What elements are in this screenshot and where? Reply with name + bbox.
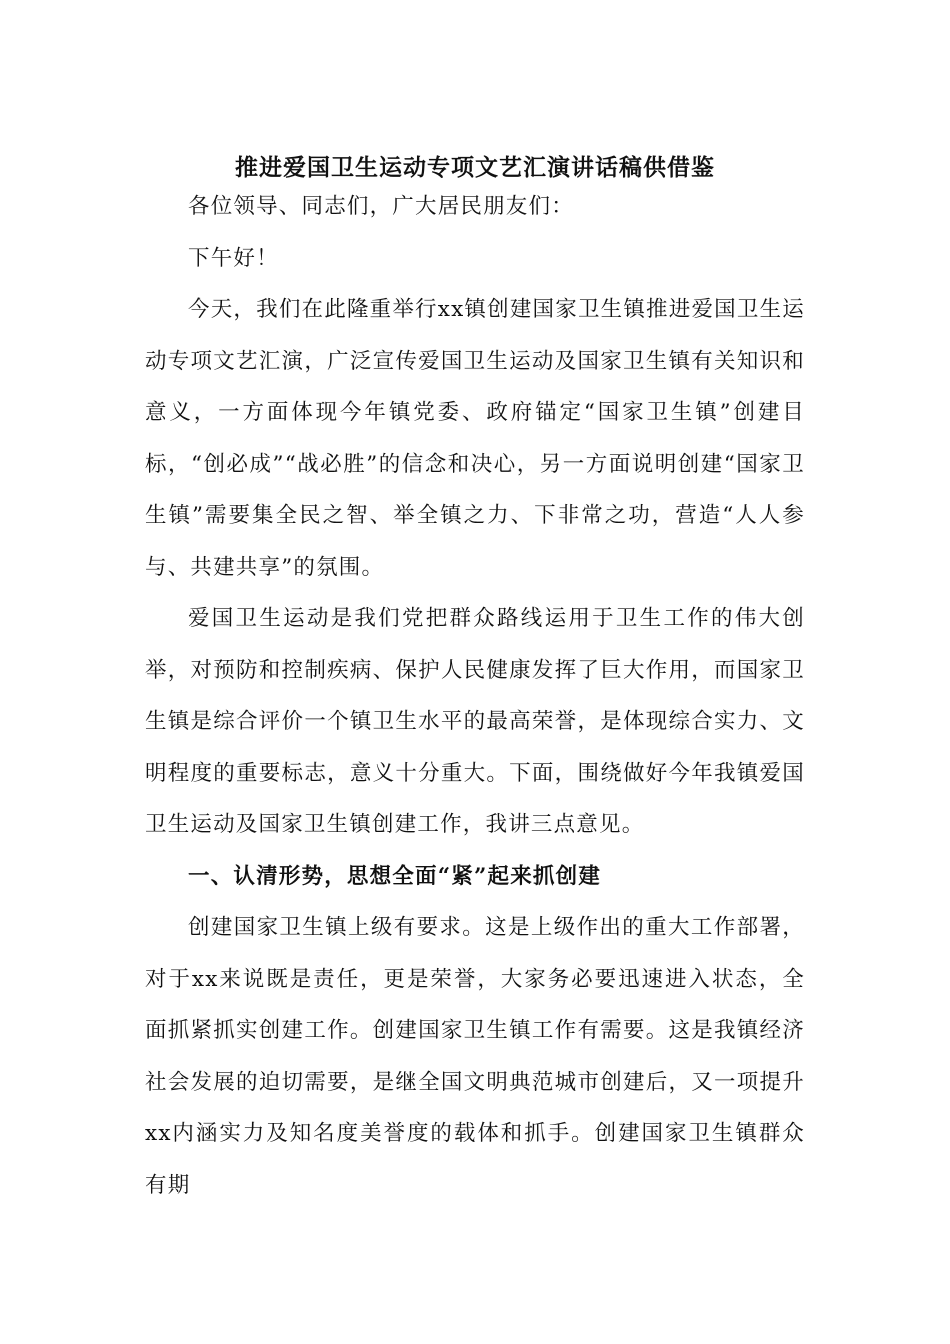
salutation: 各位领导、同志们，广大居民朋友们： [188, 194, 574, 219]
document-body [145, 181, 805, 1211]
section-heading: 一、认清形势，思想全面“紧”起来抓创建 [188, 863, 602, 889]
greeting: 下午好！ [188, 245, 279, 271]
body-paragraph: 今天，我们在此隆重举行xx镇创建国家卫生镇推进爱国卫生运动专项文艺汇演，广泛宣传爱国卫生运动及国家卫生镇有关知识和意义，一方面体现今年镇党委、政府锚定“国家卫生镇”创建目标，“创必成”“战必胜”的信念和决心，另一方面说明创建“国家卫生镇”需要集全民之智、举全镇之力、下非常之功，营造“人人参与、共建共享”的氛围。 [145, 297, 805, 580]
document-title: 推进爱国卫生运动专项文艺汇演讲话稿供借鉴 [235, 154, 715, 181]
body-paragraph: 爱国卫生运动是我们党把群众路线运用于卫生工作的伟大创举，对预防和控制疾病、保护人民健康发挥了巨大作用，而国家卫生镇是综合评价一个镇卫生水平的最高荣誉，是体现综合实力、文明程度的重要标志，意义十分重大。下面，围绕做好今年我镇爱国卫生运动及国家卫生镇创建工作，我讲三点意见。 [145, 606, 805, 837]
body-paragraph: 创建国家卫生镇上级有要求。这是上级作出的重大工作部署，对于xx来说既是责任，更是荣誉，大家务必要迅速进入状态，全面抓紧抓实创建工作。创建国家卫生镇工作有需要。这是我镇经济社会发展的迫切需要，是继全国文明典范城市创建后，又一项提升xx内涵实力及知名度美誉度的载体和抓手。创建国家卫生镇群众有期 [145, 915, 805, 1198]
